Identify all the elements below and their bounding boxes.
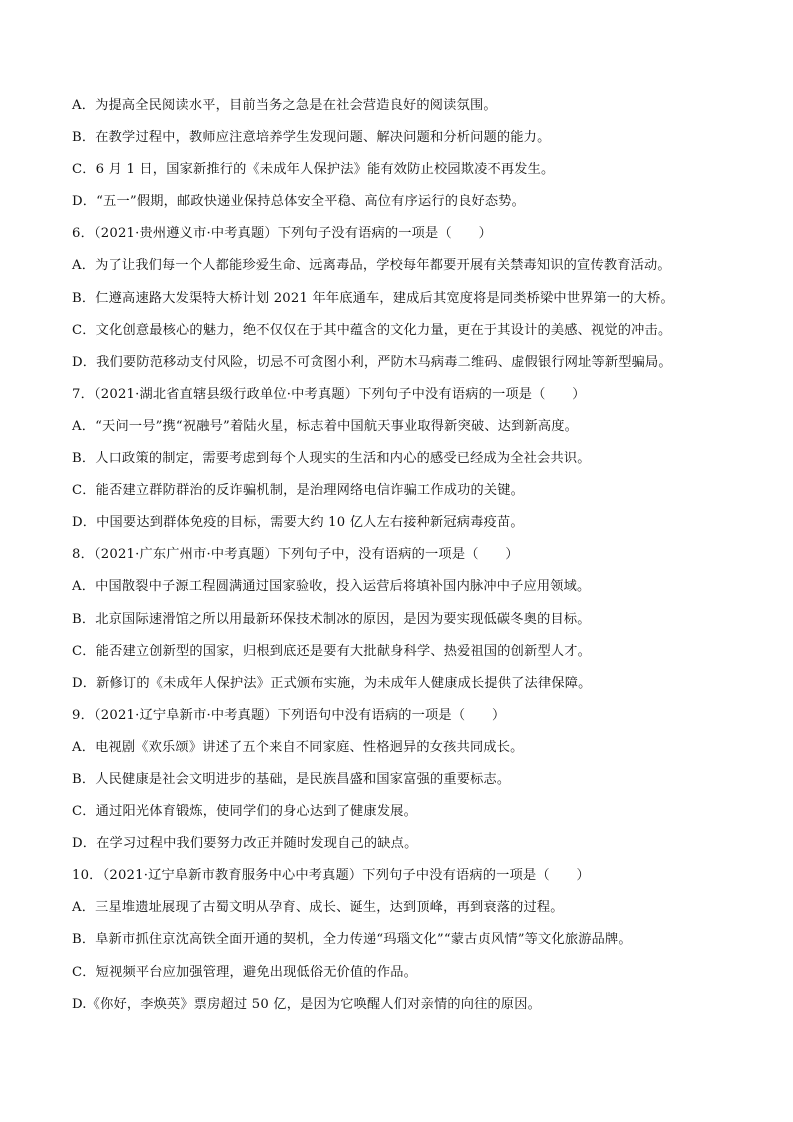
document-body: [72, 98, 732, 1013]
answer-option: A．三星堆遗址展现了古蜀文明从孕育、成长、诞生，达到顶峰，再到衰落的过程。: [72, 900, 564, 916]
answer-option: B．北京国际速滑馆之所以用最新环保技术制冰的原因，是因为要实现低碳冬奥的目标。: [72, 611, 591, 627]
answer-option: B．阜新市抓住京沈高铁全面开通的契机，全力传递“玛瑙文化”“蒙古贞风情”等文化旅游品牌。: [72, 932, 632, 948]
question-stem: 10．（2021·辽宁阜新市教育服务中心中考真题）下列句子中没有语病的一项是（ ）: [72, 868, 590, 884]
line-gap: [72, 692, 732, 708]
answer-option: C．能否建立群防群治的反诈骗机制，是治理网络电信诈骗工作成功的关键。: [72, 483, 525, 499]
answer-option: C．6 月 1 日，国家新推行的《未成年人保护法》能有效防止校园欺凌不再发生。: [72, 162, 555, 178]
line-gap: [72, 595, 732, 611]
line-gap: [72, 724, 732, 740]
line-gap: [72, 563, 732, 579]
line-gap: [72, 403, 732, 419]
question-stem: 6．（2021·贵州遵义市·中考真题）下列句子没有语病的一项是（ ）: [72, 226, 492, 242]
answer-option: A．中国散裂中子源工程圆满通过国家验收，投入运营后将填补国内脉冲中子应用领域。: [72, 579, 591, 595]
line-gap: [72, 981, 732, 997]
answer-option: B．仁遵高速路大发渠特大桥计划 2021 年年底通车，建成后其宽度将是同类桥梁中世界第一的大桥。: [72, 290, 674, 306]
line-gap: [72, 178, 732, 194]
line-gap: [72, 756, 732, 772]
line-gap: [72, 435, 732, 451]
answer-option: D．新修订的《未成年人保护法》正式颁布实施，为未成年人健康成长提供了法律保障。: [72, 675, 592, 691]
answer-option: D．“五一”假期，邮政快递业保持总体安全平稳、高位有序运行的良好态势。: [72, 194, 526, 210]
line-gap: [72, 467, 732, 483]
answer-option: B．在教学过程中，教师应注意培养学生发现问题、解决问题和分析问题的能力。: [72, 130, 551, 146]
answer-option: D．中国要达到群体免疫的目标，需要大约 10 亿人左右接种新冠病毒疫苗。: [72, 515, 524, 531]
answer-option: B．人民健康是社会文明进步的基础，是民族昌盛和国家富强的重要标志。: [72, 771, 511, 787]
line-gap: [72, 948, 732, 964]
line-gap: [72, 628, 732, 644]
line-gap: [72, 788, 732, 804]
line-gap: [72, 210, 732, 226]
line-gap: [72, 852, 732, 868]
line-gap: [72, 371, 732, 387]
answer-option: C．能否建立创新型的国家，归根到底还是要有大批献身科学、热爱祖国的创新型人才。: [72, 643, 592, 659]
answer-option: D．在学习过程中我们要努力改正并随时发现自己的缺点。: [72, 836, 418, 852]
answer-option: C．通过阳光体育锻炼，使同学们的身心达到了健康发展。: [72, 804, 417, 820]
line-gap: [72, 307, 732, 323]
question-stem: 9．（2021·辽宁阜新市·中考真题）下列语句中没有语病的一项是（ ）: [72, 707, 506, 723]
line-gap: [72, 114, 732, 130]
line-gap: [72, 660, 732, 676]
answer-option: A．电视剧《欢乐颂》讲述了五个来自不同家庭、性格迥异的女孩共同成长。: [72, 739, 524, 755]
line-gap: [72, 339, 732, 355]
answer-option: C．文化创意最核心的魅力，绝不仅仅在于其中蕴含的文化力量，更在于其设计的美感、视觉的冲击。: [72, 322, 672, 338]
answer-option: D．我们要防范移动支付风险，切忌不可贪图小利，严防木马病毒二维码、虚假银行网址等新型骗局。: [72, 354, 672, 370]
line-gap: [72, 820, 732, 836]
answer-option: C．短视频平台应加强管理，避免出现低俗无价值的作品。: [72, 964, 417, 980]
line-gap: [72, 916, 732, 932]
line-gap: [72, 531, 732, 547]
question-stem: 7．（2021·湖北省直辖县级行政单位·中考真题）下列句子中没有语病的一项是（ ）: [72, 386, 586, 402]
question-stem: 8．（2021·广东广州市·中考真题）下列句子中，没有语病的一项是（ ）: [72, 547, 519, 563]
answer-option: A．为了让我们每一个人都能珍爱生命、远离毒品，学校每年都要开展有关禁毒知识的宣传教育活动。: [72, 258, 671, 274]
answer-option: B．人口政策的制定，需要考虑到每个人现实的生活和内心的感受已经成为全社会共识。: [72, 451, 591, 467]
line-gap: [72, 884, 732, 900]
line-gap: [72, 146, 732, 162]
line-gap: [72, 274, 732, 290]
answer-option: D.《你好，李焕英》票房超过 50 亿，是因为它唤醒人们对亲情的向往的原因。: [72, 996, 542, 1012]
line-gap: [72, 499, 732, 515]
answer-option: A．为提高全民阅读水平，目前当务之急是在社会营造良好的阅读氛围。: [72, 98, 497, 113]
answer-option: A．“天问一号”携“祝融号”着陆火星，标志着中国航天事业取得新突破、达到新高度。: [72, 418, 579, 434]
line-gap: [72, 242, 732, 258]
